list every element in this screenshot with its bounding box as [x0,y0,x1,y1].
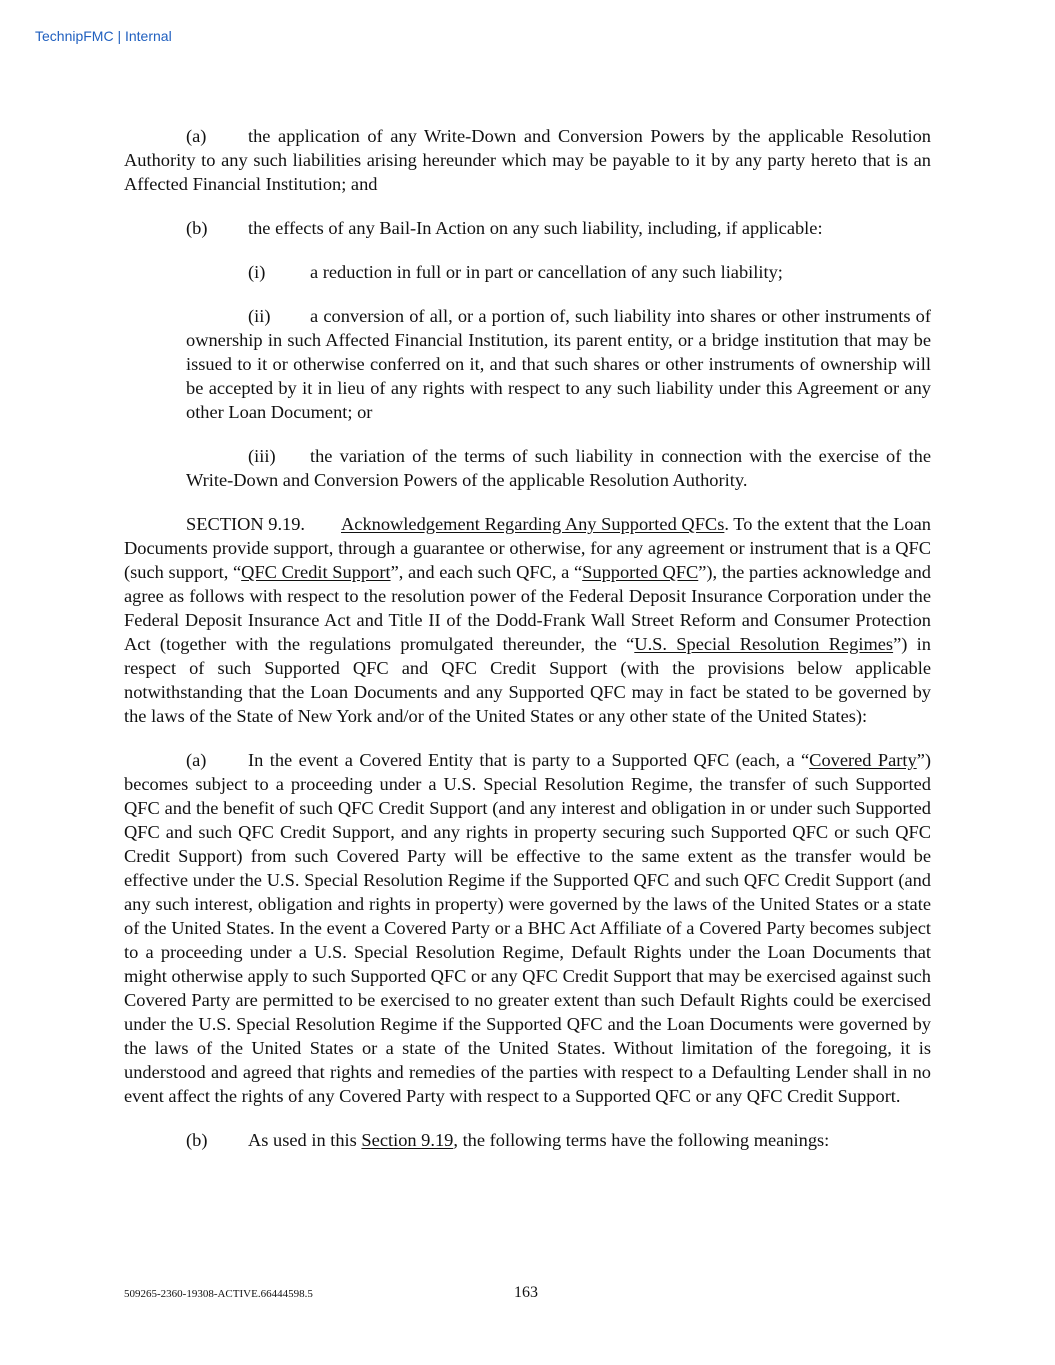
paragraph-text: a reduction in full or in part or cancellation of any such liability; [310,262,783,282]
section-heading: Acknowledgement Regarding Any Supported QFCs [341,514,725,534]
document-body [124,124,931,1172]
section-text-3: ”), the parties acknowledge and agree as follows with respect to the resolution power of the Federal Deposit Insurance Corporation under the Federal Deposit Insurance Act and Title II of the Dodd-Frank Wall Street Reform and Consumer Protection Act (together with the regulations promulgated thereunder, the “ [124,562,931,654]
defined-term-supported-qfc: Supported QFC [582,562,699,582]
item-label: (iii) [248,446,276,466]
item-label: (a) [186,126,207,146]
defined-term-us-special-resolution-regimes: U.S. Special Resolution Regimes [634,634,894,654]
paragraph-text: the application of any Write-Down and Conversion Powers by the applicable Resolution Authority to any such liabilities arising hereunder which may be payable to it by any party hereto that is an Affected Financial Institution; and [124,126,931,194]
item-label: (i) [248,262,266,282]
section-reference-link: Section 9.19 [361,1130,454,1150]
paragraph-text-2: , the following terms have the following meanings: [453,1130,830,1150]
item-label: (b) [186,1130,208,1150]
paragraph-ii-conversion [186,304,931,424]
paragraph-text-1: In the event a Covered Entity that is party to a Supported QFC (each, a “ [248,750,810,770]
paragraph-i-reduction [186,260,931,284]
section-9-19-paragraph [124,512,931,728]
paragraph-b-bail-in [124,216,931,240]
paragraph-b-definitions [124,1128,931,1152]
paragraph-text-1: As used in this [248,1130,362,1150]
section-number: SECTION 9.19. [186,514,306,534]
section-text-1: . To the extent that the Loan Documents provide support, through a guarantee or otherwise, for any agreement or instrument that is a QFC (such support, “ [124,514,931,582]
defined-term-covered-party: Covered Party [809,750,917,770]
item-label: (ii) [248,306,271,326]
paragraph-iii-variation [186,444,931,492]
defined-term-qfc-credit-support: QFC Credit Support [241,562,391,582]
item-label: (b) [186,218,208,238]
paragraph-a-covered-party [124,748,931,1108]
item-label: (a) [186,750,207,770]
paragraph-text: a conversion of all, or a portion of, such liability into shares or other instruments of ownership in such Affected Financial Institution, its parent entity, or a bridge institution that may be issued to it or otherwise conferred on it, and that such shares or other instruments of ownership will be accepted by it in lieu of any rights with respect to any such liability under this Agreement or any other Loan Document; or [186,306,931,422]
section-text-4: ”) in respect of such Supported QFC and QFC Credit Support (with the provisions below applicable notwithstanding that the Loan Documents and any Supported QFC may in fact be stated to be governed by the laws of the State of New York and/or of the United States or any other state of the United States): [124,634,931,726]
classification-label: TechnipFMC | Internal [35,28,172,44]
paragraph-text: the variation of the terms of such liability in connection with the exercise of the Write-Down and Conversion Powers of the applicable Resolution Authority. [186,446,931,490]
section-text-2: ”, and each such QFC, a “ [390,562,583,582]
document-id: 509265-2360-19308-ACTIVE.66444598.5 [124,1288,313,1300]
paragraph-text-2: ”) becomes subject to a proceeding under a U.S. Special Resolution Regime, the transfer of such Supported QFC and the benefit of such QFC Credit Support (and any interest and obligation in or under such Supported QFC and such QFC Credit Support, and any rights in property securing such Supported QFC or such QFC Credit Support) from such Covered Party will be effective to the same extent as the transfer would be effective under the U.S. Special Resolution Regime if the Supported QFC and such QFC Credit Support (and any such interest, obligation and rights in property) were governed by the laws of the United States or a state of the United States. In the event a Covered Party or a BHC Act Affiliate of a Covered Party becomes subject to a proceeding under a U.S. Special Resolution Regime, Default Rights under the Loan Documents that might otherwise apply to such Supported QFC or any QFC Credit Support that may be exercised against such Covered Party are permitted to be exercised to no greater extent than such Default Rights could be exercised under the U.S. Special Resolution Regime if the Supported QFC and the Loan Documents were governed by the laws of the United States or a state of the United States. Without limitation of the foregoing, it is understood and agreed that rights and remedies of the parties with respect to a Defaulting Lender shall in no event affect the rights of any Covered Party with respect to a Supported QFC or any QFC Credit Support. [124,750,931,1106]
page-number: 163 [514,1284,538,1301]
paragraph-a-write-down [124,124,931,196]
paragraph-text: the effects of any Bail-In Action on any such liability, including, if applicable: [248,218,823,238]
